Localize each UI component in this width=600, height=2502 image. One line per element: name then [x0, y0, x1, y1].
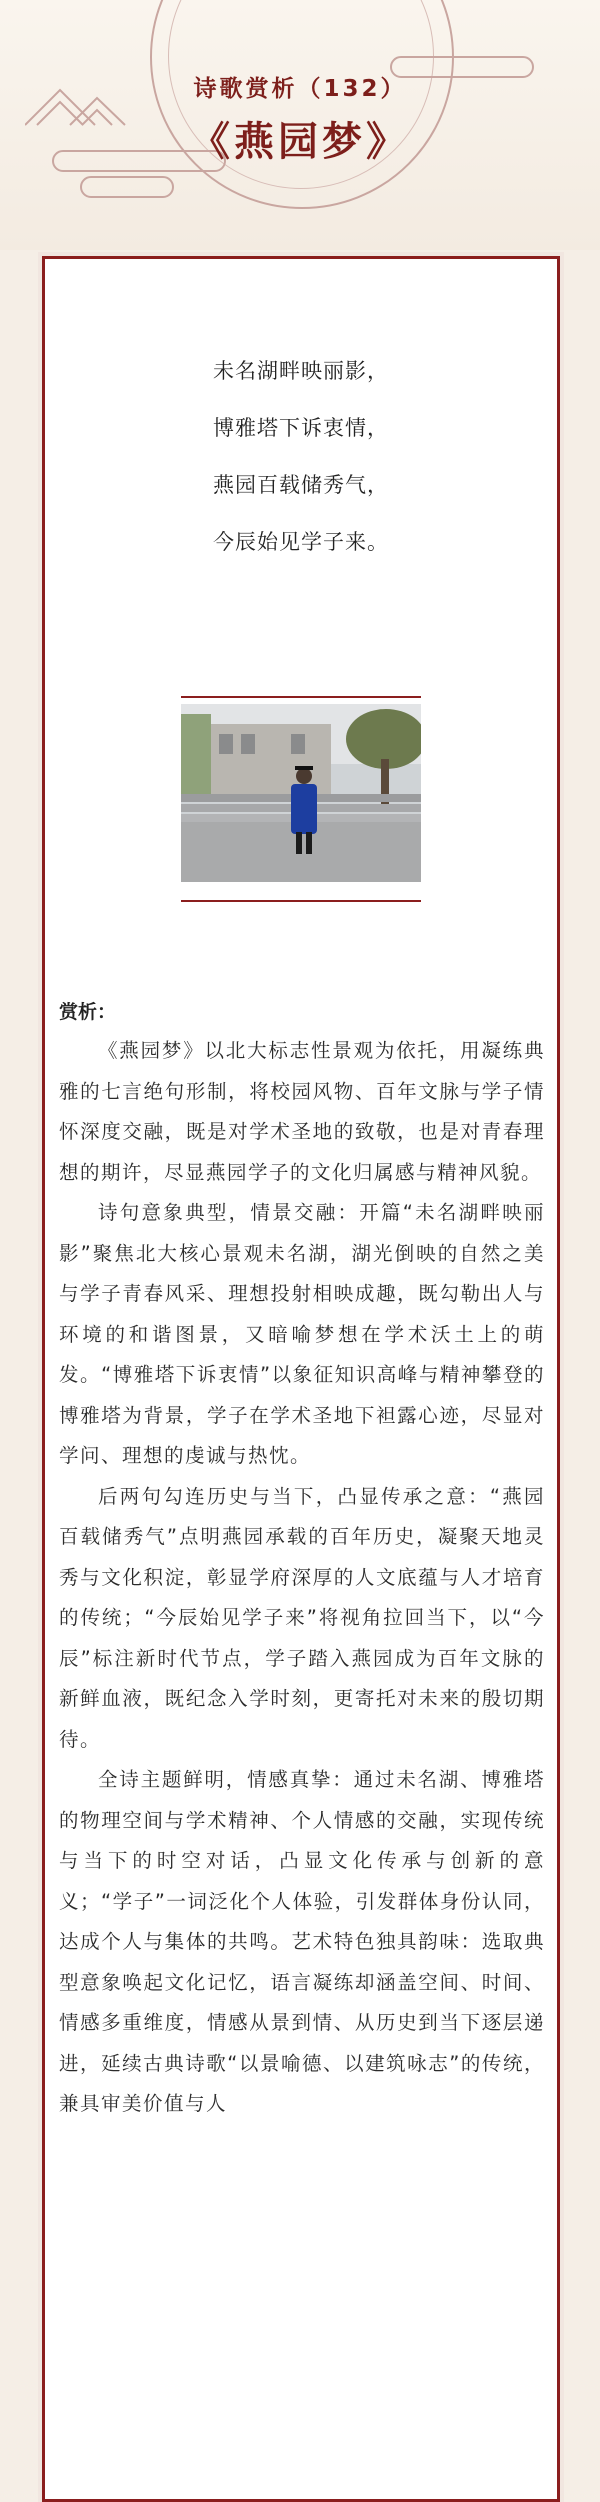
article-card: [42, 256, 560, 2502]
poem-line: 未名湖畔映丽影，: [213, 359, 389, 383]
series-title: 诗歌赏析（132）: [193, 76, 407, 102]
header-banner: [0, 0, 600, 250]
campus-photo: [181, 696, 421, 902]
poem-title: 《燕园梦》: [190, 118, 410, 165]
poem-line: 燕园百载储秀气，: [213, 473, 389, 497]
poem-block: [45, 343, 557, 571]
analysis-body: [59, 1031, 545, 2125]
analysis-paragraph: 全诗主题鲜明，情感真挚：通过未名湖、博雅塔的物理空间与学术精神、个人情感的交融，实现传统与当下的时空对话，凸显文化传承与创新的意义；“学子”一词泛化个人体验，引发群体身份认同，达成个人与集体的共鸣。艺术特色独具韵味：选取典型意象唤起文化记忆，语言凝练却涵盖空间、时间、情感多重维度，情感从景到情、从历史到当下逐层递进，延续古典诗歌“以景喻德、以建筑咏志”的传统，兼具审美价值与人: [59, 1768, 545, 2115]
cloud-ornament-left-small: [80, 176, 174, 198]
student-photo-image: [181, 704, 421, 882]
analysis-label: 赏析：: [59, 1001, 117, 1023]
analysis-paragraph: 诗句意象典型，情景交融：开篇“未名湖畔映丽影”聚焦北大核心景观未名湖，湖光倒映的自然之美与学子青春风采、理想投射相映成趣，既勾勒出人与环境的和谐图景，又暗喻梦想在学术沃土上的萌发。“博雅塔下诉衷情”以象征知识高峰与精神攀登的博雅塔为背景，学子在学术圣地下袒露心迹，尽显对学问、理想的虔诚与热忱。: [59, 1201, 545, 1467]
analysis-paragraph: 后两句勾连历史与当下，凸显传承之意：“燕园百载储秀气”点明燕园承载的百年历史，凝聚天地灵秀与文化积淀，彰显学府深厚的人文底蕴与人才培育的传统；“今辰始见学子来”将视角拉回当下，以“今辰”标注新时代节点，学子踏入燕园成为百年文脉的新鲜血液，既纪念入学时刻，更寄托对未来的殷切期待。: [59, 1484, 545, 1751]
poem-line: 今辰始见学子来。: [213, 530, 389, 554]
analysis-paragraph: 《燕园梦》以北大标志性景观为依托，用凝练典雅的七言绝句形制，将校园风物、百年文脉与学子情怀深度交融，既是对学术圣地的致敬，也是对青春理想的期许，尽显燕园学子的文化归属感与精神风貌。: [59, 1039, 545, 1184]
poem-line: 博雅塔下诉衷情，: [213, 416, 389, 440]
